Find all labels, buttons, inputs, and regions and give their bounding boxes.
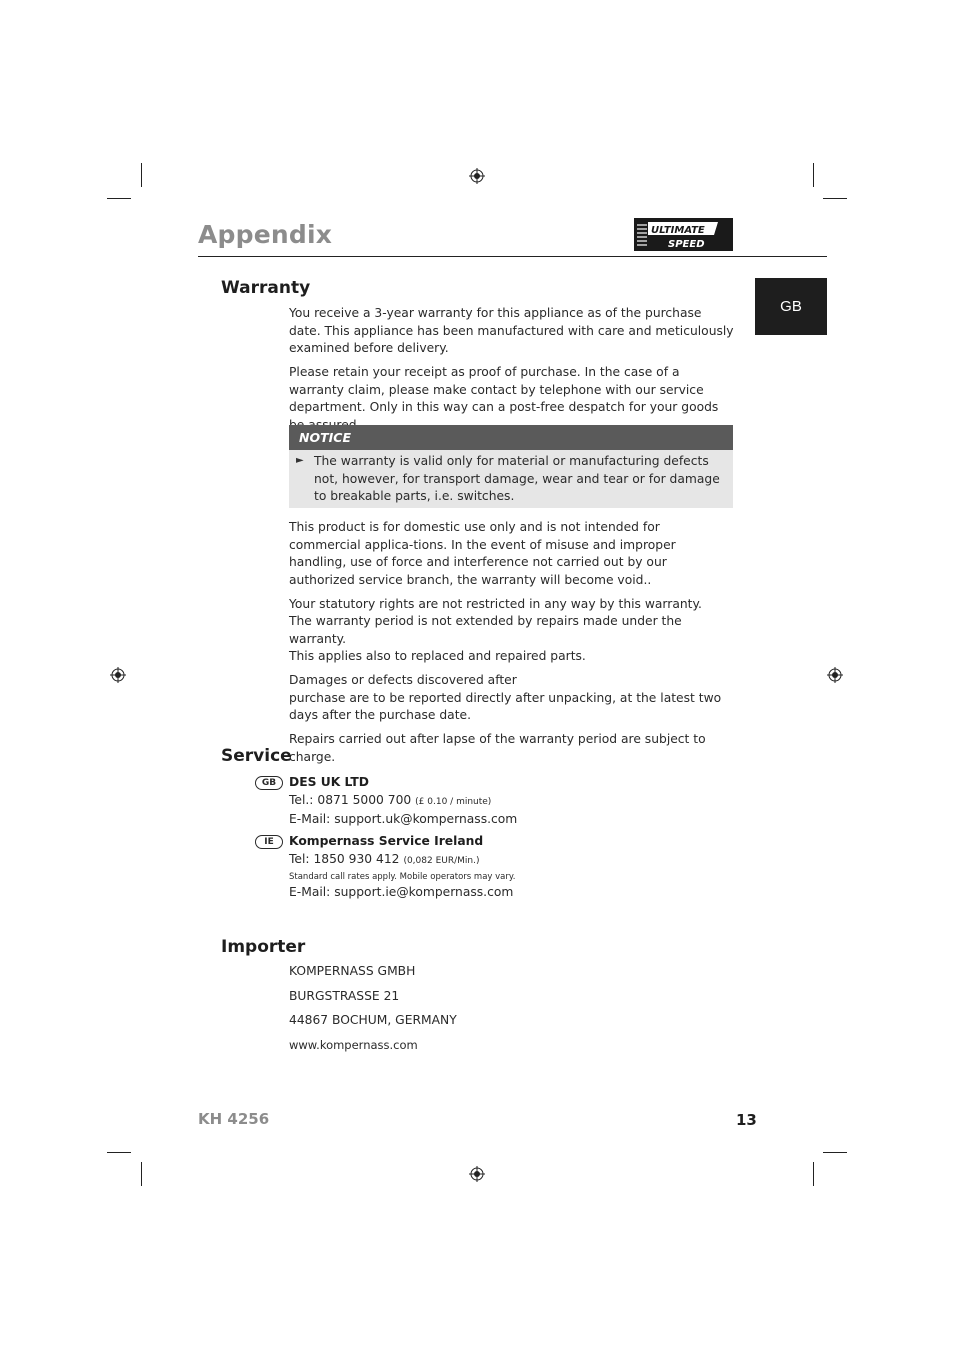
registration-mark-icon [469,1166,485,1182]
service-uk-name: DES UK LTD [289,775,369,789]
crop-mark [107,1152,131,1153]
arrow-right-icon: ► [296,455,304,466]
service-uk [289,774,517,829]
warranty-para-2: Please retain your receipt as proof of purchase. In the case of a warranty claim, please make contact by telephone with our service department. Only in this way can a post-free despatch for your goods [289,365,719,414]
service-ie [289,833,515,902]
crop-mark [813,1162,814,1186]
warranty-para-6: Repairs carried out after lapse of the warranty period are subject to charge. [289,732,706,764]
model-number: KH 4256 [198,1110,270,1128]
importer-heading: Importer [221,937,306,957]
warranty-para-3: This product is for domestic use only and is not intended for commercial applica-tions. In the event of misuse and improper handling, use of force and interference not carried out by our authorized service branch, the warranty will become void.. [289,520,676,587]
service-ie-rate: (0,082 EUR/Min.) [403,855,480,866]
page-title: Appendix [198,220,333,249]
crop-mark [823,1152,847,1153]
warranty-para-4-line-3: This applies also to replaced and repaired parts. [289,649,586,663]
service-uk-tel: Tel.: 0871 5000 700 [289,792,412,807]
notice-title: NOTICE [289,425,733,450]
warranty-intro [289,305,735,441]
warranty-para-4-line-1: Your statutory rights are not restricted in any way by this warranty. [289,596,702,611]
service-ie-name: Kompernass Service Ireland [289,834,484,848]
notice-text: The warranty is valid only for material or manufacturing defects not, however, for transport damage, wear and tear or for damage to breakable parts, i.e. switches. [289,450,733,508]
crop-mark [813,163,814,187]
warranty-para-1: You receive a 3-year warranty for this appliance as of the purchase date. This appliance has been manufactured with care and meticulously examined before delivery. [289,306,734,355]
crop-mark [107,198,131,199]
warranty-para-4-line-2: The warranty period is not extended by repairs made under the warranty. [289,614,682,646]
service-uk-email: E-Mail: support.uk@kompernass.com [289,812,518,826]
page-number: 13 [736,1111,757,1129]
service-ie-tel: Tel: 1850 930 412 [289,851,400,866]
crop-mark [823,198,847,199]
service-uk-rate: (£ 0.10 / minute) [415,796,492,807]
service-heading: Service [221,746,292,766]
country-badge-gb: GB [255,776,283,790]
crop-mark [141,163,142,187]
importer-street: BURGSTRASSE 21 [289,989,400,1003]
importer-website: www.kompernass.com [289,1038,418,1052]
importer-city: 44867 BOCHUM, GERMANY [289,1013,457,1027]
service-ie-note: Standard call rates apply. Mobile operators may vary. [289,872,516,882]
logo-text-speed: SPEED [668,239,705,250]
registration-mark-icon [469,168,485,184]
warranty-terms [289,519,735,773]
crop-mark [141,1162,142,1186]
registration-mark-icon [827,667,843,683]
importer-company: KOMPERNASS GMBH [289,964,416,978]
warranty-para-5-line-1: Damages or defects discovered after [289,673,517,687]
warranty-heading: Warranty [221,278,311,298]
header-rule [198,256,827,257]
registration-mark-icon [110,667,126,683]
ultimate-speed-logo [634,218,733,251]
country-badge-ie: IE [255,835,283,849]
language-tab: GB [755,278,827,335]
service-ie-email: E-Mail: support.ie@kompernass.com [289,885,514,899]
logo-text-ultimate: ULTIMATE [651,225,705,236]
warranty-para-5-line-2: purchase are to be reported directly after unpacking, at the latest two days after the purchase date. [289,690,722,722]
